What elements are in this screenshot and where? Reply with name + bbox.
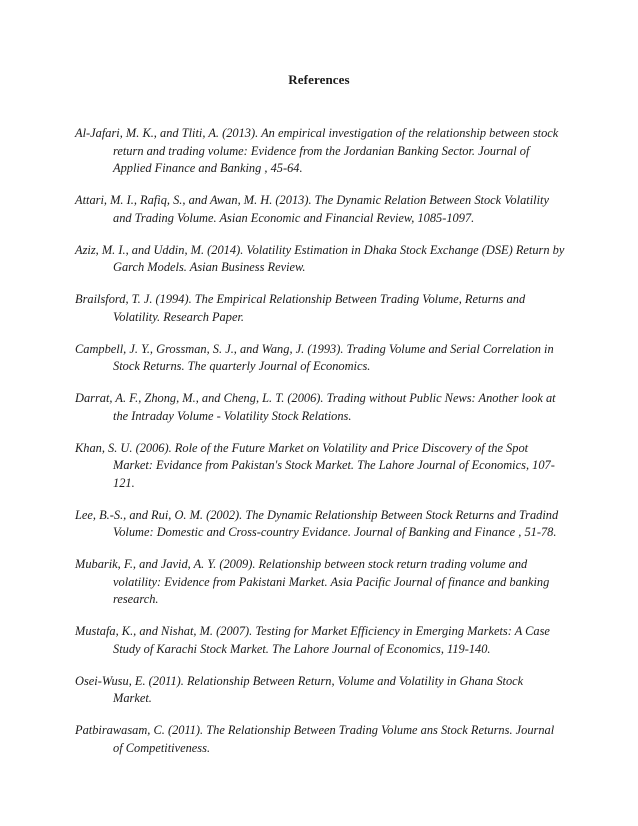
reference-item: Osei-Wusu, E. (2011). Relationship Between Return, Volume and Volatility in Ghana Stock Market. <box>75 673 524 705</box>
reference-item: Attari, M. I., Rafiq, S., and Awan, M. H. (2013). The Dynamic Relation Between Stock Volatility and Trading Volume. Asian Economic and Financial Review, 1085-1097. <box>75 193 549 225</box>
reference-item: Al-Jafari, M. K., and Tliti, A. (2013). An empirical investigation of the relationship between stock return and trading volume: Evidence from the Jordanian Banking Sector. Journal of Applied Finance and Banking , 45-64. <box>75 126 559 175</box>
reference-item: Brailsford, T. J. (1994). The Empirical Relationship Between Trading Volume, Returns and Volatility. Research Paper. <box>75 292 526 324</box>
page-title: References <box>288 72 350 87</box>
reference-item: Mubarik, F., and Javid, A. Y. (2009). Relationship between stock return trading volume and volatility: Evidence from Pakistani Market. Asia Pacific Journal of finance and banking research. <box>75 557 550 606</box>
reference-item: Aziz, M. I., and Uddin, M. (2014). Volatility Estimation in Dhaka Stock Exchange (DSE) Return by Garch Models. Asian Business Review. <box>75 242 565 274</box>
reference-item: Darrat, A. F., Zhong, M., and Cheng, L. T. (2006). Trading without Public News: Another look at the Intraday Volume - Volatility Stock Relations. <box>75 391 556 423</box>
reference-item: Khan, S. U. (2006). Role of the Future Market on Volatility and Price Discovery of the Spot Market: Evidance from Pakistan's Stock Market. The Lahore Journal of Economics, 107-121. <box>75 440 555 490</box>
reference-list <box>75 125 565 772</box>
reference-item: Patbirawasam, C. (2011). The Relationship Between Trading Volume ans Stock Returns. Journal of Competitiveness. <box>75 723 555 755</box>
reference-item: Campbell, J. Y., Grossman, S. J., and Wang, J. (1993). Trading Volume and Serial Correlation in Stock Returns. The quarterly Journal of Economics. <box>75 341 554 373</box>
reference-item: Lee, B.-S., and Rui, O. M. (2002). The Dynamic Relationship Between Stock Returns and Tradind Volume: Domestic and Cross-country Evidance. Journal of Banking and Finance , 51-78. <box>75 507 559 539</box>
reference-item: Mustafa, K., and Nishat, M. (2007). Testing for Market Efficiency in Emerging Markets: A Case Study of Karachi Stock Market. The Lahore Journal of Economics, 119-140. <box>75 624 550 656</box>
